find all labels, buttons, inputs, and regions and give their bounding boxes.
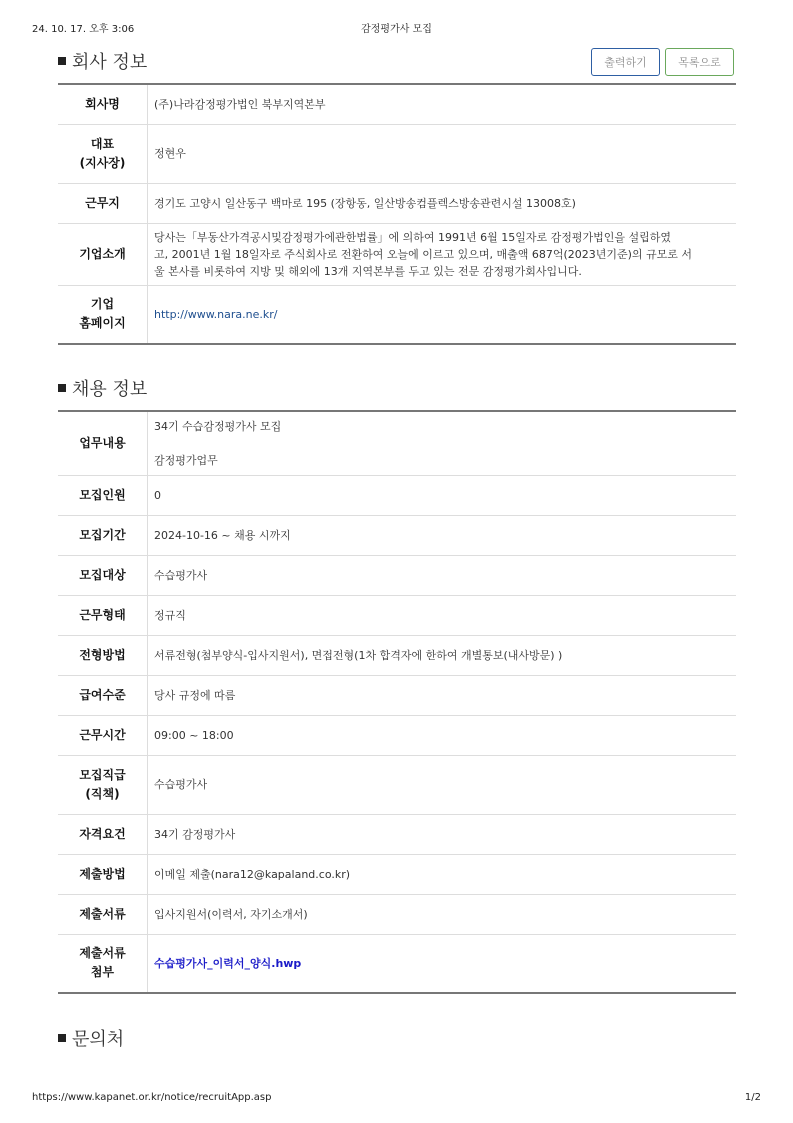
qualification: 34기 감정평가사 <box>148 814 737 854</box>
table-row <box>58 635 736 675</box>
table-row <box>58 183 736 223</box>
work-hours: 09:00 ~ 18:00 <box>148 715 737 755</box>
table-row <box>58 223 736 285</box>
table-row <box>58 595 736 635</box>
table-row <box>58 854 736 894</box>
company-name: (주)나라감정평가법인 북부지역본부 <box>148 84 737 124</box>
row-label: 근무시간 <box>58 715 148 755</box>
table-row <box>58 755 736 814</box>
row-label: 대표 (지사장) <box>58 124 148 183</box>
recruit-section-title: 채용 정보 <box>58 375 147 401</box>
row-label: 모집인원 <box>58 475 148 515</box>
contact-section-title: 문의처 <box>58 1025 124 1051</box>
recruit-target: 수습평가사 <box>148 555 737 595</box>
company-section-title: 회사 정보 <box>58 48 147 74</box>
square-bullet-icon <box>58 1034 66 1042</box>
selection-process: 서류전형(첨부양식-입사지원서), 면접전형(1차 합격자에 한하여 개별통보(내사방문) ) <box>148 635 737 675</box>
table-row <box>58 814 736 854</box>
employment-type: 정규직 <box>148 595 737 635</box>
table-row <box>58 475 736 515</box>
headcount: 0 <box>148 475 737 515</box>
print-header <box>32 20 761 36</box>
table-row <box>58 555 736 595</box>
table-row <box>58 675 736 715</box>
representative: 정현우 <box>148 124 737 183</box>
page-number: 1/2 <box>744 1092 761 1103</box>
company-info-table <box>58 83 736 345</box>
row-label: 모집대상 <box>58 555 148 595</box>
table-row <box>58 84 736 124</box>
row-label: 근무형태 <box>58 595 148 635</box>
duty-content: 34기 수습감정평가사 모집 감정평가업무 <box>148 411 737 475</box>
row-label: 자격요건 <box>58 814 148 854</box>
submission-method: 이메일 제출(nara12@kapaland.co.kr) <box>148 854 737 894</box>
table-row <box>58 124 736 183</box>
table-row <box>58 934 736 993</box>
print-button[interactable]: 출력하기 <box>591 48 660 76</box>
table-row <box>58 894 736 934</box>
row-label: 모집직급 (직책) <box>58 755 148 814</box>
row-label: 모집기간 <box>58 515 148 555</box>
table-row <box>58 411 736 475</box>
row-label: 회사명 <box>58 84 148 124</box>
work-location: 경기도 고양시 일산동구 백마로 195 (장항동, 일산방송컴플렉스방송관련시설 13008호) <box>148 183 737 223</box>
attachment-file-link[interactable]: 수습평가사_이력서_양식.hwp <box>154 956 302 970</box>
row-label: 제출방법 <box>58 854 148 894</box>
recruit-period: 2024-10-16 ~ 채용 시까지 <box>148 515 737 555</box>
print-doc-title: 감정평가사 모집 <box>361 24 432 35</box>
row-label: 업무내용 <box>58 411 148 475</box>
recruit-position: 수습평가사 <box>148 755 737 814</box>
row-label: 근무지 <box>58 183 148 223</box>
submission-documents: 입사지원서(이력서, 자기소개서) <box>148 894 737 934</box>
homepage-link[interactable]: http://www.nara.ne.kr/ <box>154 307 278 321</box>
square-bullet-icon <box>58 384 66 392</box>
print-footer <box>32 1092 761 1108</box>
row-label: 기업 홈페이지 <box>58 285 148 344</box>
salary-level: 당사 규정에 따름 <box>148 675 737 715</box>
row-label: 기업소개 <box>58 223 148 285</box>
square-bullet-icon <box>58 57 66 65</box>
row-label: 제출서류 첨부 <box>58 934 148 993</box>
print-datetime: 24. 10. 17. 오후 3:06 <box>32 24 135 35</box>
row-label: 급여수준 <box>58 675 148 715</box>
recruit-info-table <box>58 410 736 994</box>
table-row <box>58 285 736 344</box>
row-label: 전형방법 <box>58 635 148 675</box>
print-url: https://www.kapanet.or.kr/notice/recruitApp.asp <box>32 1092 272 1103</box>
back-to-list-button[interactable]: 목록으로 <box>665 48 734 76</box>
table-row <box>58 715 736 755</box>
company-intro: 당사는「부동산가격공시및감정평가에관한법률」에 의하여 1991년 6월 15일자로 감정평가법인을 설립하였 고, 2001년 1월 18일자로 주식회사로 전환하여 오늘에 이르고 있으며, 매출액 687억(2023년기준)의 규모로 서 울 본사를 비롯하여 지방 및 해외에 13개 지역본부를 두고 있는 전문 감정평가회사입니다. <box>148 223 737 285</box>
row-label: 제출서류 <box>58 894 148 934</box>
table-row <box>58 515 736 555</box>
